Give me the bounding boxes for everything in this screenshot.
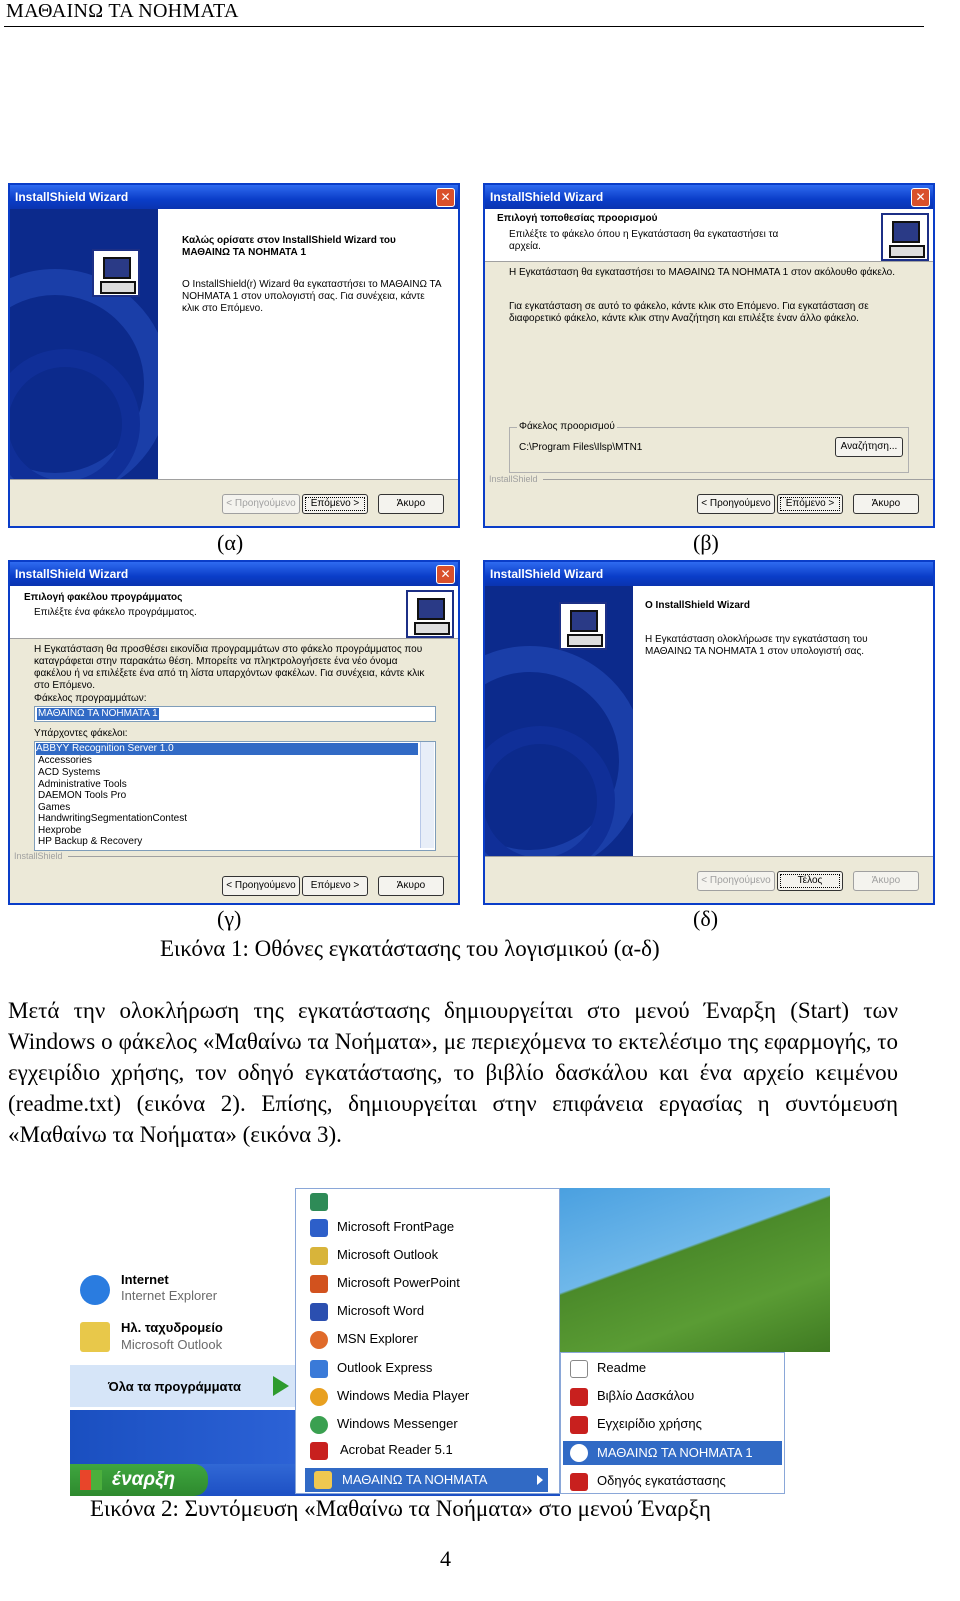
next-button[interactable]: Επόμενο > xyxy=(777,494,843,514)
start-menu-bottom-bar xyxy=(70,1410,295,1464)
titlebar xyxy=(485,185,933,209)
wizard-window-a xyxy=(8,183,460,528)
pdf-icon xyxy=(570,1473,588,1491)
list-item[interactable]: Hexprobe xyxy=(38,825,82,836)
cancel-button[interactable]: Άκυρο xyxy=(378,494,444,514)
list-item[interactable]: ACD Systems xyxy=(38,767,101,778)
word-icon xyxy=(310,1303,328,1321)
page-number: 4 xyxy=(440,1546,451,1571)
wizard-window-b xyxy=(483,183,935,528)
program-item[interactable]: Microsoft Word xyxy=(337,1303,425,1318)
messenger-icon xyxy=(310,1416,328,1434)
installshield-computer-icon xyxy=(406,590,454,638)
program-item-selected[interactable]: ΜΑΘΑΙΝΩ ΤΑ ΝΟΗΜΑΤΑ xyxy=(342,1472,488,1487)
close-button[interactable]: ✕ xyxy=(436,565,455,584)
figure-2-caption: Εικόνα 2: Συντόμευση «Μαθαίνω τα Νοήματα» στο μενού Έναρξη xyxy=(90,1496,711,1521)
step-subtitle: Επιλέξτε το φάκελο όπου η Εγκατάσταση θα εγκαταστήσει τα αρχεία. xyxy=(509,229,779,252)
window-title: InstallShield Wizard xyxy=(490,567,604,581)
destination-group-label: Φάκελος προορισμού xyxy=(519,421,615,432)
readme-icon xyxy=(570,1360,588,1378)
arrow-right-icon xyxy=(273,1376,289,1396)
list-scrollbar[interactable] xyxy=(420,742,434,848)
acrobat-icon xyxy=(310,1442,328,1460)
separator xyxy=(10,479,460,480)
program-folder-label: Φάκελος προγραμμάτων: xyxy=(34,693,147,704)
program-item[interactable]: Microsoft PowerPoint xyxy=(337,1275,460,1290)
caption-a: (α) xyxy=(217,530,244,555)
back-button[interactable]: < Προηγούμενο xyxy=(222,494,300,514)
folder-icon xyxy=(314,1471,332,1489)
existing-folders-label: Υπάρχοντες φάκελοι: xyxy=(34,728,128,739)
caption-b: (β) xyxy=(693,530,719,555)
installshield-footer: InstallShield xyxy=(489,474,538,484)
back-button[interactable]: < Προηγούμενο xyxy=(697,871,775,891)
frontpage-icon xyxy=(310,1219,328,1237)
titlebar xyxy=(10,562,458,586)
finish-body: Η Εγκατάσταση ολοκλήρωσε την εγκατάσταση του ΜΑΘΑΙΝΩ ΤΑ ΝΟΗΜΑΤΑ 1 στον υπολογιστή σας. xyxy=(645,634,868,657)
destination-instructions: Για εγκατάσταση σε αυτό το φάκελο, κάντε κλικ στο Επόμενο. Για εγκατάσταση σε διαφορετικό φάκελο, κάντε κλικ στην Αναζήτηση και επιλέξτε έναν άλλο φάκελο. xyxy=(509,301,869,324)
finish-heading: Ο InstallShield Wizard xyxy=(645,600,750,611)
destination-info: Η Εγκατάσταση θα εγκαταστήσει το ΜΑΘΑΙΝΩ ΤΑ ΝΟΗΜΑΤΑ 1 στον ακόλουθο φάκελο. xyxy=(509,267,896,278)
pdf-icon xyxy=(570,1388,588,1406)
installshield-footer: InstallShield xyxy=(14,851,63,861)
browse-button[interactable]: Αναζήτηση... xyxy=(835,437,903,457)
list-item[interactable]: Games xyxy=(38,802,71,813)
content-area xyxy=(633,586,933,856)
window-title: InstallShield Wizard xyxy=(15,567,129,581)
folder-instructions: Η Εγκατάσταση θα προσθέσει εικονίδια προγραμμάτων στο φάκελο προγράμματος που καταγράφεται στην παρακάτω θέση. Μπορείτε να πληκτρολογήσετε ένα νέο όνομα φακέλου ή να επιλέξετε ένα από τη λίστα υπαρχόντων φακέλων. Για συνέχεια, κάντε κλικ στο Επόμενο. xyxy=(34,644,425,691)
start-label: έναρξη xyxy=(112,1469,176,1490)
desktop-background xyxy=(560,1188,830,1352)
wizard-window-c xyxy=(8,560,460,905)
step-heading: Επιλογή φακέλου προγράμματος xyxy=(24,592,183,603)
finish-button[interactable]: Τέλος xyxy=(777,871,843,891)
list-item[interactable]: ABBYY Recognition Server 1.0 xyxy=(36,743,418,755)
submenu-item-selected[interactable]: ΜΑΘΑΙΝΩ ΤΑ ΝΟΗΜΑΤΑ 1 xyxy=(597,1445,753,1460)
next-button[interactable]: Επόμενο > xyxy=(302,494,368,514)
step-subtitle: Επιλέξτε ένα φάκελο προγράμματος. xyxy=(34,607,197,618)
windows-logo-icon xyxy=(80,1470,102,1490)
side-banner xyxy=(10,209,158,479)
submenu-item[interactable]: Οδηγός εγκατάστασης xyxy=(597,1473,726,1488)
list-item[interactable]: DAEMON Tools Pro xyxy=(38,790,127,801)
installshield-computer-icon xyxy=(92,249,140,297)
submenu-arrow-icon xyxy=(537,1475,543,1485)
list-item[interactable]: HP Backup & Recovery xyxy=(38,836,143,847)
outlook-icon xyxy=(310,1247,328,1265)
close-button[interactable]: ✕ xyxy=(911,188,930,207)
program-item[interactable]: Windows Messenger xyxy=(337,1416,458,1431)
internet-explorer-icon xyxy=(80,1275,110,1305)
figure-1-caption: Εικόνα 1: Οθόνες εγκατάστασης του λογισμικού (α-δ) xyxy=(160,936,660,961)
cancel-button[interactable]: Άκυρο xyxy=(378,876,444,896)
program-folder-value: ΜΑΘΑΙΝΩ ΤΑ ΝΟΗΜΑΤΑ 1 xyxy=(38,708,158,719)
pdf-icon xyxy=(570,1416,588,1434)
program-item[interactable]: Acrobat Reader 5.1 xyxy=(340,1442,453,1457)
header-rule xyxy=(4,26,924,27)
all-programs-label: Όλα τα προγράμματα xyxy=(108,1379,241,1394)
pinned-subtitle: Microsoft Outlook xyxy=(121,1337,223,1352)
body-paragraph: Μετά την ολοκλήρωση της εγκατάστασης δημιουργείται στο μενού Έναρξη (Start) των Windows ο φάκελος «Μαθαίνω τα Νοήματα», με περιεχόμενα το εκτελέσιμο της εφαρμογής, το εγχειρίδιο χρήσης, τον οδηγό εγκατάστασης, το βιβλίο δασκάλου και ένα αρχείο κειμένου (readme.txt) (εικόνα 2). Επίσης, δημιουργείται στην επιφάνεια εργασίας η συντόμευση «Μαθαίνω τα Νοήματα» (εικόνα 3). xyxy=(8,998,898,1147)
list-item[interactable]: Administrative Tools xyxy=(38,779,127,790)
titlebar xyxy=(485,562,933,586)
list-item[interactable]: HandwritingSegmentationContest xyxy=(38,813,187,824)
cancel-button[interactable]: Άκυρο xyxy=(853,871,919,891)
program-item[interactable]: Microsoft FrontPage xyxy=(337,1219,455,1234)
powerpoint-icon xyxy=(310,1275,328,1293)
window-title: InstallShield Wizard xyxy=(15,190,129,204)
program-item[interactable]: Windows Media Player xyxy=(337,1388,470,1403)
window-title: InstallShield Wizard xyxy=(490,190,604,204)
close-button[interactable]: ✕ xyxy=(436,188,455,207)
submenu-item[interactable]: Βιβλίο Δασκάλου xyxy=(597,1388,695,1403)
next-button[interactable]: Επόμενο > xyxy=(302,876,368,896)
caption-d: (δ) xyxy=(693,906,719,931)
msn-icon xyxy=(310,1331,328,1349)
destination-path: C:\Program Files\Ilsp\MTN1 xyxy=(519,442,643,453)
outlook-icon xyxy=(80,1322,110,1352)
program-item[interactable]: Microsoft Outlook xyxy=(337,1247,439,1262)
program-item[interactable]: MSN Explorer xyxy=(337,1331,418,1346)
list-item[interactable]: Accessories xyxy=(38,755,92,766)
step-heading: Επιλογή τοποθεσίας προορισμού xyxy=(497,213,658,224)
submenu-item[interactable]: Readme xyxy=(597,1360,647,1375)
titlebar xyxy=(10,185,458,209)
running-header: ΜΑΘΑΙΝΩ ΤΑ ΝΟΗΜΑΤΑ xyxy=(6,0,239,22)
caption-c: (γ) xyxy=(217,906,242,931)
outlook-express-icon xyxy=(310,1360,328,1378)
welcome-body: Ο InstallShield(r) Wizard θα εγκαταστήσει το ΜΑΘΑΙΝΩ ΤΑ ΝΟΗΜΑΤΑ 1 στον υπολογιστή σας. Για συνέχεια, κάντε κλικ στο Επόμενο. xyxy=(182,279,442,314)
program-item[interactable]: Outlook Express xyxy=(337,1360,433,1375)
back-button[interactable]: < Προηγούμενο xyxy=(222,876,300,896)
frontpage-icon xyxy=(310,1193,328,1211)
pinned-subtitle: Internet Explorer xyxy=(121,1288,218,1303)
pinned-title[interactable]: Ηλ. ταχυδρομείο xyxy=(121,1320,223,1335)
app-icon xyxy=(570,1444,588,1462)
wizard-window-d xyxy=(483,560,935,905)
installshield-computer-icon xyxy=(559,602,607,650)
welcome-heading: Καλώς ορίσατε στον InstallShield Wizard του ΜΑΘΑΙΝΩ ΤΑ ΝΟΗΜΑΤΑ 1 xyxy=(182,235,396,258)
media-player-icon xyxy=(310,1388,328,1406)
pinned-title[interactable]: Internet xyxy=(121,1272,169,1287)
cancel-button[interactable]: Άκυρο xyxy=(853,494,919,514)
side-banner xyxy=(485,586,633,856)
submenu-item[interactable]: Εγχειρίδιο χρήσης xyxy=(597,1416,702,1431)
back-button[interactable]: < Προηγούμενο xyxy=(697,494,775,514)
installshield-computer-icon xyxy=(881,213,929,261)
